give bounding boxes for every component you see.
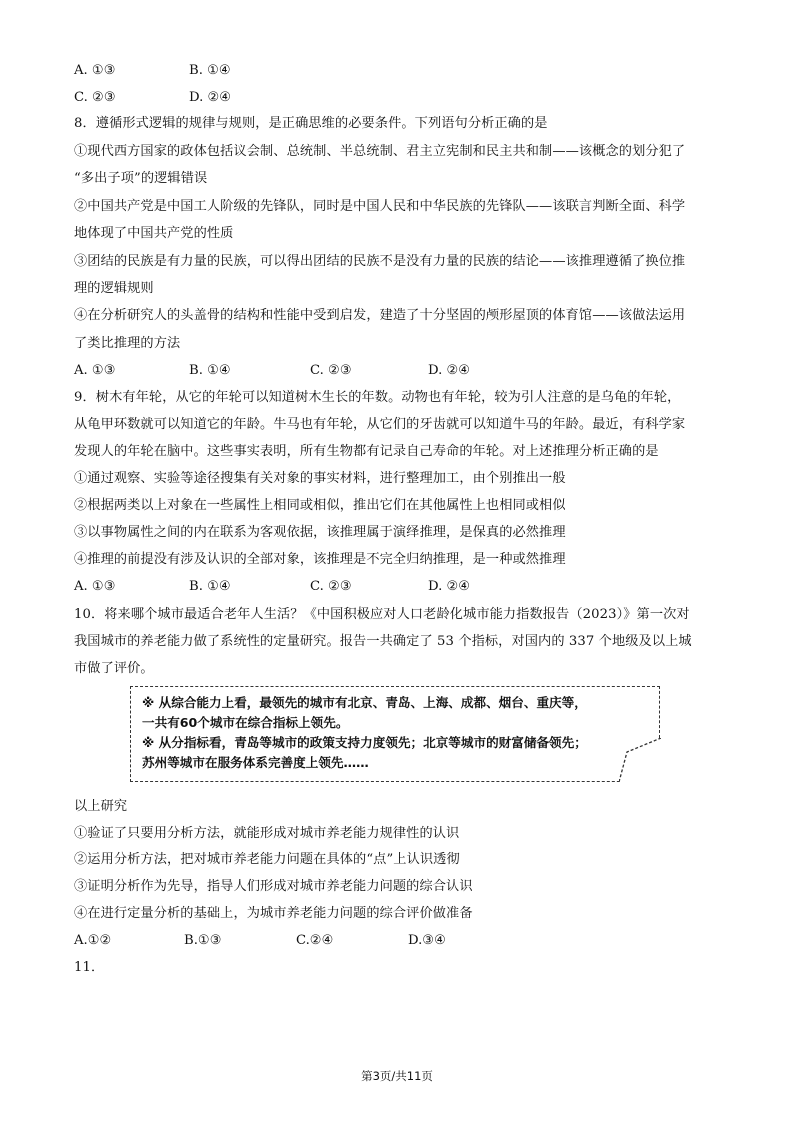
q8-option-a: A. ①③ (74, 363, 116, 378)
q10-option-d: D.③④ (408, 933, 446, 948)
q8-statement-2: ②中国共产党是中国工人阶级的先锋队，同时是中国人民和中华民族的先锋队——该联言判断全面、科学 (74, 199, 686, 214)
q8-statement-3: ③团结的民族是有力量的民族，可以得出团结的民族不是没有力量的民族的结论——该推理遵循了换位推 (74, 254, 686, 269)
q9-statement-2: ②根据两类以上对象在一些属性上相同或相似，推出它们在其他属性上也相同或相似 (74, 498, 566, 513)
q10-stem-1: 10．将来哪个城市最适合老年人生活？《中国积极应对人口老龄化城市能力指数报告（2023）》第一次对 (74, 607, 690, 622)
q10-option-b: B.①③ (184, 933, 222, 948)
q10-option-c: C.②④ (296, 933, 334, 948)
q10-statement-3: ③证明分析作为先导，指导人们形成对城市养老能力问题的综合认识 (74, 879, 473, 894)
q10-option-a: A.①② (74, 933, 112, 948)
q9-options (74, 578, 494, 596)
q11-stem: 11． (74, 960, 105, 975)
q7-options-row2 (74, 89, 374, 107)
q10-statement-4: ④在进行定量分析的基础上，为城市养老能力问题的综合评价做准备 (74, 906, 473, 921)
excerpt-line-4: 苏州等城市在服务体系完善度上领先…… (142, 755, 369, 770)
q8-options (74, 362, 494, 380)
q7-option-d: D. ②④ (189, 90, 232, 105)
q10-statement-2: ②运用分析方法，把对城市养老能力问题在具体的“点”上认识透彻 (74, 852, 460, 867)
q10-lead: 以上研究 (74, 799, 128, 814)
q8-stem: 8．遵循形式逻辑的规律与规则，是正确思维的必要条件。下列语句分析正确的是 (74, 116, 548, 131)
page-footer: 第3页/共11页 (361, 1069, 433, 1083)
q9-option-b: B. ①④ (189, 579, 231, 594)
excerpt-line-2: 一共有60个城市在综合指标上领先。 (142, 715, 349, 730)
q9-option-d: D. ②④ (428, 579, 471, 594)
q8-statement-1: ①现代西方国家的政体包括议会制、总统制、半总统制、君主立宪制和民主共和制——该概念的划分犯了 (74, 144, 686, 159)
q8-statement-1-cont: “多出子项”的逻辑错误 (74, 171, 208, 186)
q9-option-c: C. ②③ (310, 579, 352, 594)
folded-corner-icon (619, 738, 661, 782)
q9-statement-4: ④推理的前提没有涉及认识的全部对象，该推理是不完全归纳推理，是一种或然推理 (74, 552, 566, 567)
q9-stem-3: 发现人的年轮在脑中。这些事实表明，所有生物都有记录自己寿命的年轮。对上述推理分析正确的是 (74, 444, 659, 459)
q8-statement-4-cont: 了类比推理的方法 (74, 336, 181, 351)
q7-option-b: B. ①④ (189, 63, 231, 78)
q8-option-b: B. ①④ (189, 363, 231, 378)
q7-option-c: C. ②③ (74, 90, 116, 105)
q9-option-a: A. ①③ (74, 579, 116, 594)
q10-options (74, 932, 494, 950)
q7-options (74, 62, 374, 80)
q8-statement-3-cont: 理的逻辑规则 (74, 281, 154, 296)
q7-option-a: A. ①③ (74, 63, 116, 78)
excerpt-line-3: ※ 从分指标看，青岛等城市的政策支持力度领先；北京等城市的财富储备领先； (142, 735, 587, 750)
q8-option-d: D. ②④ (428, 363, 471, 378)
q9-statement-3: ③以事物属性之间的内在联系为客观依据，该推理属于演绎推理，是保真的必然推理 (74, 525, 566, 540)
q8-statement-2-cont: 地体现了中国共产党的性质 (74, 226, 234, 241)
q10-stem-3: 市做了评价。 (74, 661, 154, 676)
q8-statement-4: ④在分析研究人的头盖骨的结构和性能中受到启发，建造了十分坚固的颅形屋顶的体育馆——该做法运用 (74, 308, 686, 323)
q9-stem-1: 9．树木有年轮，从它的年轮可以知道树木生长的年数。动物也有年轮，较为引人注意的是乌龟的年轮， (74, 390, 681, 405)
q9-stem-2: 从龟甲环数就可以知道它的年龄。牛马也有年轮，从它们的牙齿就可以知道牛马的年龄。最近，有科学家 (74, 417, 686, 432)
excerpt-line-1: ※ 从综合能力上看，最领先的城市有北京、青岛、上海、成都、烟台、重庆等， (142, 695, 587, 710)
q10-stem-2: 我国城市的养老能力做了系统性的定量研究。报告一共确定了 53 个指标，对国内的 337 个地级及以上城 (74, 634, 692, 649)
q8-option-c: C. ②③ (310, 363, 352, 378)
q9-statement-1: ①通过观察、实验等途径搜集有关对象的事实材料，进行整理加工，由个别推出一般 (74, 471, 566, 486)
q10-statement-1: ①验证了只要用分析方法，就能形成对城市养老能力规律性的认识 (74, 826, 460, 841)
